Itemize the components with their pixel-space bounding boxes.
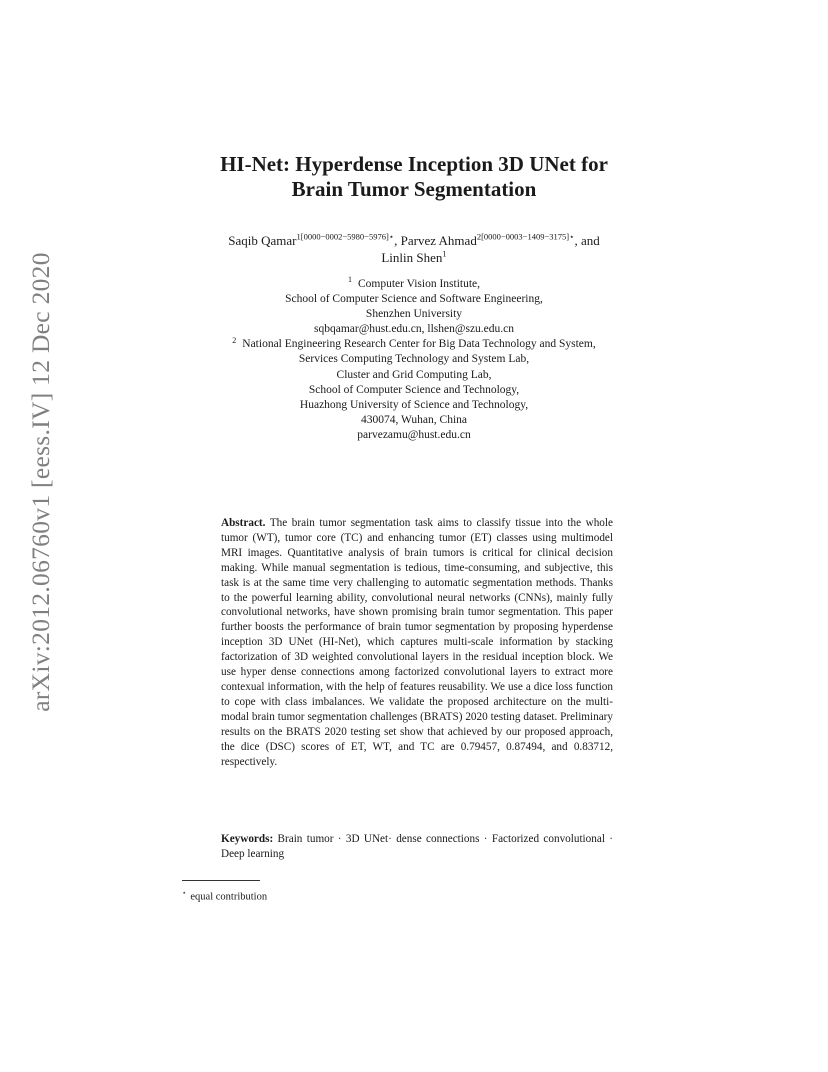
affiliation-line <box>0 277 828 292</box>
abstract-text: The brain tumor segmentation task aims to classify tissue into the whole tumor (WT), tumor core (TC) and enhancing tumor (ET) classes using multimodel MRI images. Quantitative analysis of brain tumors is critical for clinical decision making. While manual segmentation is tedious, time-consuming, and subjective, this task is at the same time very challenging to automatic segmentation methods. Thanks to the powerful learning ability, convolutional neural networks (CNNs), mainly fully convolutional networks, have shown promising brain tumor segmentation. This paper further boosts the performance of brain tumor segmentation by proposing hyperdense inception 3D UNet (HI-Net), which captures multi-scale information by stacking factorization of 3D weighted convolutional layers in the residual inception block. We use hyper dense connections among factorized convolutional layers to extract more contexual information, with the help of features reusability. We use a dice loss function to cope with class imbalances. We validate the proposed architecture on the multi-modal brain tumor segmentation challenges (BRATS) 2020 testing dataset. Preliminary results on the BRATS 2020 testing set show that achieved by our proposed approach, the dice (DSC) scores of ET, WT, and TC are 0.79457, 0.87494, and 0.83712, respectively. <box>221 517 613 768</box>
author-orcid: 2[0000−0003−1409−3175]⋆ <box>476 231 575 242</box>
affiliation-line: Cluster and Grid Computing Lab, <box>336 368 492 381</box>
affiliation-text: Computer Vision Institute, <box>357 278 481 290</box>
author-affiliation-mark: 1 <box>442 248 447 259</box>
affiliation-marker: 1 <box>347 275 352 285</box>
paper-title-line-2: Brain Tumor Segmentation <box>291 177 537 201</box>
affiliations-block <box>0 277 828 443</box>
author-separator: , and <box>574 233 600 248</box>
affiliation-line <box>0 337 828 352</box>
affiliation-line: School of Computer Science and Software Engineering, <box>285 293 543 306</box>
affiliation-line: School of Computer Science and Technology, <box>308 383 520 396</box>
author-orcid: 1[0000−0002−5980−5976]⋆ <box>296 231 395 242</box>
keywords <box>221 832 613 862</box>
author-list-line-2 <box>0 249 828 266</box>
affiliation-email: parvezamu@hust.edu.cn <box>357 428 471 441</box>
author-name: Linlin Shen <box>381 250 443 265</box>
keywords-text: Brain tumor · 3D UNet· dense connections · Factorized convolutional · Deep learning <box>221 833 613 860</box>
footnote-text: equal contribution <box>190 891 268 903</box>
arxiv-id-text: arXiv:2012.06760v1 [eess.IV] 12 Dec 2020 <box>26 252 56 712</box>
author-separator: , <box>394 233 401 248</box>
affiliation-text: National Engineering Research Center for Big Data Technology and System, <box>242 338 596 351</box>
author-name: Saqib Qamar <box>228 233 297 248</box>
affiliation-line: Shenzhen University <box>365 308 463 321</box>
footnote-divider <box>182 880 260 881</box>
keywords-label: Keywords: <box>221 833 274 845</box>
author-list <box>0 232 828 249</box>
footnote <box>182 886 267 905</box>
affiliation-marker: 2 <box>232 335 237 345</box>
affiliation-email: sqbqamar@hust.edu.cn, llshen@szu.edu.cn <box>313 323 515 336</box>
paper-title-line-1: HI-Net: Hyperdense Inception 3D UNet for <box>220 152 608 176</box>
author-name: Parvez Ahmad <box>400 233 477 248</box>
abstract <box>221 516 613 769</box>
abstract-label: Abstract. <box>221 517 266 529</box>
affiliation-line: Huazhong University of Science and Technology, <box>299 398 529 411</box>
affiliation-line: 430074, Wuhan, China <box>360 413 467 426</box>
footnote-marker: ⋆ <box>182 889 187 897</box>
affiliation-line: Services Computing Technology and System Lab, <box>298 353 530 366</box>
